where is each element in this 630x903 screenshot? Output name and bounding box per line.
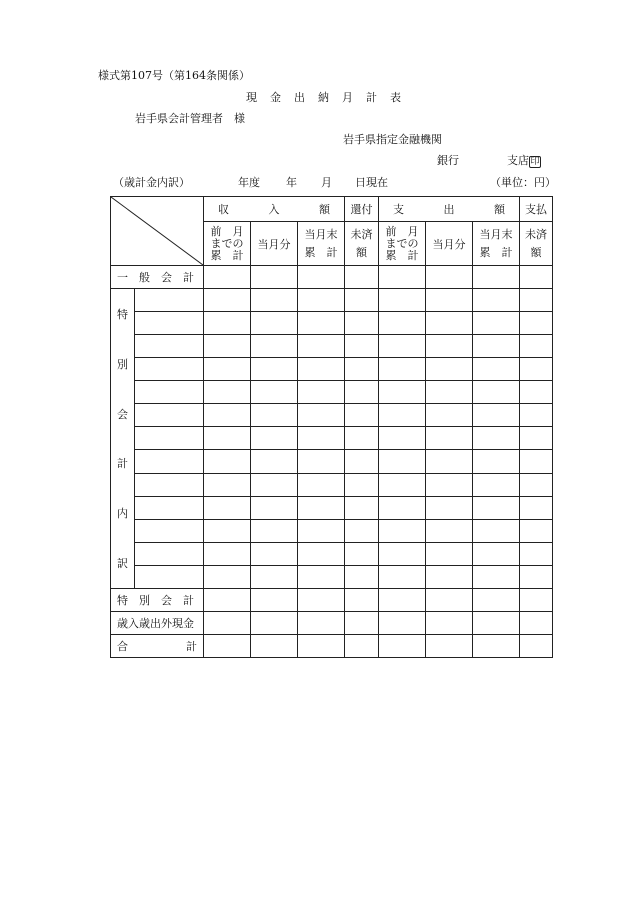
empty-cell <box>251 496 298 519</box>
empty-cell <box>345 266 379 289</box>
empty-cell <box>135 427 204 450</box>
empty-cell <box>345 519 379 542</box>
empty-cell <box>298 381 345 404</box>
empty-cell <box>345 335 379 358</box>
empty-cell <box>520 358 553 381</box>
cash-ledger-table <box>110 196 553 658</box>
empty-cell <box>135 473 204 496</box>
table-row-special <box>111 519 553 542</box>
prev-cum-line-1: 前 月 <box>210 224 244 238</box>
empty-cell <box>473 358 520 381</box>
empty-cell <box>473 266 520 289</box>
exp-month-end-line-1: 当月末 <box>479 227 513 241</box>
empty-cell <box>520 635 553 658</box>
table-row-special <box>111 496 553 519</box>
empty-cell <box>426 635 473 658</box>
empty-cell <box>298 335 345 358</box>
total-char-1: 合 <box>117 640 128 653</box>
empty-cell <box>345 450 379 473</box>
empty-cell <box>298 450 345 473</box>
empty-cell <box>473 473 520 496</box>
empty-cell <box>379 473 426 496</box>
empty-cell <box>520 427 553 450</box>
empty-cell <box>298 519 345 542</box>
table-row-external-cash <box>111 612 553 635</box>
empty-cell <box>135 381 204 404</box>
empty-cell <box>379 565 426 588</box>
empty-cell <box>204 589 251 612</box>
empty-cell <box>345 635 379 658</box>
empty-cell <box>298 565 345 588</box>
table-row-special <box>111 427 553 450</box>
institution-name: 岩手県指定金融機関 <box>343 133 442 146</box>
empty-cell <box>251 266 298 289</box>
empty-cell <box>520 312 553 335</box>
empty-cell <box>426 358 473 381</box>
empty-cell <box>379 450 426 473</box>
empty-cell <box>204 427 251 450</box>
empty-cell <box>379 289 426 312</box>
empty-cell <box>379 427 426 450</box>
income-char-3: 額 <box>319 203 330 216</box>
empty-cell <box>520 473 553 496</box>
special-char-6: 訳 <box>117 557 128 571</box>
empty-cell <box>473 589 520 612</box>
special-char-1: 特 <box>117 307 128 321</box>
empty-cell <box>520 542 553 565</box>
empty-cell <box>251 565 298 588</box>
empty-cell <box>473 427 520 450</box>
empty-cell <box>473 519 520 542</box>
empty-cell <box>135 565 204 588</box>
form-number: 様式第107号（第164条関係） <box>98 69 250 82</box>
subtitle-left: （歳計金内訳） <box>113 176 190 189</box>
empty-cell <box>204 289 251 312</box>
empty-cell <box>251 519 298 542</box>
empty-cell <box>379 496 426 519</box>
empty-cell <box>204 404 251 427</box>
empty-cell <box>520 404 553 427</box>
bank-label: 銀行 <box>437 154 459 167</box>
empty-cell <box>473 542 520 565</box>
empty-cell <box>379 519 426 542</box>
payment-header: 支払 <box>520 197 553 222</box>
day-label: 月 <box>321 176 332 189</box>
income-header <box>204 197 345 222</box>
empty-cell <box>298 427 345 450</box>
empty-cell <box>345 404 379 427</box>
empty-cell <box>251 381 298 404</box>
empty-cell <box>520 381 553 404</box>
empty-cell <box>204 473 251 496</box>
empty-cell <box>473 289 520 312</box>
special-char-2: 別 <box>117 357 128 371</box>
empty-cell <box>345 612 379 635</box>
empty-cell <box>379 335 426 358</box>
income-prev-cum-header <box>204 222 251 266</box>
empty-cell <box>135 312 204 335</box>
special-total-label: 特 別 会 計 <box>117 594 194 607</box>
empty-cell <box>520 565 553 588</box>
empty-cell <box>345 427 379 450</box>
total-char-2: 計 <box>186 640 197 653</box>
empty-cell <box>251 289 298 312</box>
empty-cell <box>251 635 298 658</box>
empty-cell <box>379 635 426 658</box>
empty-cell <box>251 427 298 450</box>
addressee: 岩手県会計管理者 様 <box>135 112 245 125</box>
empty-cell <box>345 496 379 519</box>
expense-prev-cum-header <box>379 222 426 266</box>
empty-cell <box>520 289 553 312</box>
empty-cell <box>426 542 473 565</box>
empty-cell <box>298 289 345 312</box>
empty-cell <box>426 404 473 427</box>
empty-cell <box>251 404 298 427</box>
expense-char-2: 出 <box>443 203 455 216</box>
empty-cell <box>251 335 298 358</box>
empty-cell <box>520 589 553 612</box>
empty-cell <box>473 565 520 588</box>
empty-cell <box>135 542 204 565</box>
empty-cell <box>135 450 204 473</box>
document-title: 現 金 出 納 月 計 表 <box>246 91 402 104</box>
empty-cell <box>426 589 473 612</box>
empty-cell <box>473 312 520 335</box>
expense-char-3: 額 <box>494 203 505 216</box>
payment-unsettled-header <box>520 222 553 266</box>
empty-cell <box>345 358 379 381</box>
empty-cell <box>204 612 251 635</box>
empty-cell <box>298 612 345 635</box>
empty-cell <box>298 312 345 335</box>
table-row-special <box>111 404 553 427</box>
empty-cell <box>251 473 298 496</box>
diagonal-line <box>111 197 203 265</box>
empty-cell <box>379 404 426 427</box>
seal-mark: 印 <box>530 157 540 167</box>
empty-cell <box>426 381 473 404</box>
row-label-external-cash <box>111 612 204 635</box>
empty-cell <box>204 635 251 658</box>
empty-cell <box>251 312 298 335</box>
exp-prev-cum-line-2: までの <box>385 236 419 250</box>
empty-cell <box>379 358 426 381</box>
empty-cell <box>298 473 345 496</box>
pay-unsettled-line-1: 未済 <box>525 227 547 241</box>
empty-cell <box>204 335 251 358</box>
empty-cell <box>251 358 298 381</box>
empty-cell <box>298 404 345 427</box>
empty-cell <box>345 589 379 612</box>
empty-cell <box>473 496 520 519</box>
unit-label: （単位：円） <box>490 176 556 189</box>
empty-cell <box>345 381 379 404</box>
income-month-end-header <box>298 222 345 266</box>
empty-cell <box>379 542 426 565</box>
empty-cell <box>298 635 345 658</box>
empty-cell <box>204 450 251 473</box>
row-label-general <box>111 266 204 289</box>
empty-cell <box>426 289 473 312</box>
empty-cell <box>204 266 251 289</box>
expense-header <box>379 197 520 222</box>
empty-cell <box>204 358 251 381</box>
empty-cell <box>379 589 426 612</box>
empty-cell <box>298 542 345 565</box>
table-row-general <box>111 266 553 289</box>
empty-cell <box>298 266 345 289</box>
empty-cell <box>473 612 520 635</box>
prev-cum-line-3: 累 計 <box>210 248 244 262</box>
empty-cell <box>204 496 251 519</box>
empty-cell <box>204 565 251 588</box>
exp-prev-cum-line-3: 累 計 <box>385 248 419 262</box>
table-row-special <box>111 358 553 381</box>
empty-cell <box>345 473 379 496</box>
empty-cell <box>426 565 473 588</box>
as-of-label: 日現在 <box>355 176 388 189</box>
empty-cell <box>135 519 204 542</box>
pay-unsettled-line-2: 額 <box>530 245 542 259</box>
empty-cell <box>345 312 379 335</box>
empty-cell <box>426 519 473 542</box>
empty-cell <box>204 542 251 565</box>
table-row-special <box>111 542 553 565</box>
empty-cell <box>135 289 204 312</box>
table-row-special <box>111 473 553 496</box>
empty-cell <box>520 450 553 473</box>
empty-cell <box>251 612 298 635</box>
empty-cell <box>345 542 379 565</box>
empty-cell <box>426 612 473 635</box>
unsettled-line-1: 未済 <box>350 227 373 241</box>
empty-cell <box>520 496 553 519</box>
empty-cell <box>426 496 473 519</box>
prev-cum-line-2: までの <box>210 236 244 250</box>
empty-cell <box>520 335 553 358</box>
branch-text: 支店 <box>507 154 529 167</box>
table-row-special <box>111 289 553 312</box>
empty-cell <box>473 335 520 358</box>
expense-month-end-header <box>473 222 520 266</box>
empty-cell <box>345 565 379 588</box>
expense-char-1: 支 <box>393 203 404 216</box>
empty-cell <box>426 335 473 358</box>
special-char-4: 計 <box>117 457 128 471</box>
income-char-2: 入 <box>268 203 280 216</box>
table-row-special <box>111 312 553 335</box>
empty-cell <box>204 381 251 404</box>
unsettled-line-2: 額 <box>356 245 367 259</box>
empty-cell <box>426 450 473 473</box>
table-row-special-total <box>111 589 553 612</box>
empty-cell <box>426 427 473 450</box>
special-char-5: 内 <box>117 507 128 521</box>
empty-cell <box>298 589 345 612</box>
empty-cell <box>473 635 520 658</box>
empty-cell <box>379 312 426 335</box>
empty-cell <box>298 358 345 381</box>
table-row-special <box>111 335 553 358</box>
returned-unsettled-header <box>345 222 379 266</box>
empty-cell <box>135 358 204 381</box>
empty-cell <box>345 289 379 312</box>
income-this-month-header: 当月分 <box>251 222 298 266</box>
empty-cell <box>135 335 204 358</box>
empty-cell <box>135 496 204 519</box>
exp-prev-cum-line-1: 前 月 <box>385 224 419 238</box>
month-end-line-2: 累 計 <box>304 245 338 259</box>
empty-cell <box>473 404 520 427</box>
empty-cell <box>298 496 345 519</box>
table-row-special <box>111 450 553 473</box>
row-label-grand-total <box>111 635 204 658</box>
diagonal-header-cell <box>111 197 204 266</box>
empty-cell <box>379 266 426 289</box>
month-end-line-1: 当月末 <box>304 227 338 241</box>
table-row-special <box>111 565 553 588</box>
special-char-3: 会 <box>117 407 128 421</box>
empty-cell <box>379 612 426 635</box>
branch-label <box>507 152 541 168</box>
empty-cell <box>379 381 426 404</box>
empty-cell <box>426 312 473 335</box>
exp-month-end-line-2: 累 計 <box>479 245 513 259</box>
table-row-special <box>111 381 553 404</box>
empty-cell <box>520 519 553 542</box>
empty-cell <box>426 473 473 496</box>
income-char-1: 収 <box>218 203 229 216</box>
table-row-grand-total <box>111 635 553 658</box>
special-vertical-label <box>111 289 135 589</box>
empty-cell <box>204 519 251 542</box>
empty-cell <box>251 450 298 473</box>
year-label: 年度 <box>238 176 260 189</box>
month-label: 年 <box>286 176 297 189</box>
empty-cell <box>135 404 204 427</box>
empty-cell <box>473 450 520 473</box>
returned-header: 還付 <box>345 197 379 222</box>
empty-cell <box>251 589 298 612</box>
general-label: 一 般 会 計 <box>117 271 194 284</box>
empty-cell <box>520 612 553 635</box>
empty-cell <box>251 542 298 565</box>
empty-cell <box>520 266 553 289</box>
expense-this-month-header: 当月分 <box>426 222 473 266</box>
empty-cell <box>204 312 251 335</box>
row-label-special-total <box>111 589 204 612</box>
external-cash-label: 歳入歳出外現金 <box>117 617 194 630</box>
empty-cell <box>473 381 520 404</box>
empty-cell <box>426 266 473 289</box>
